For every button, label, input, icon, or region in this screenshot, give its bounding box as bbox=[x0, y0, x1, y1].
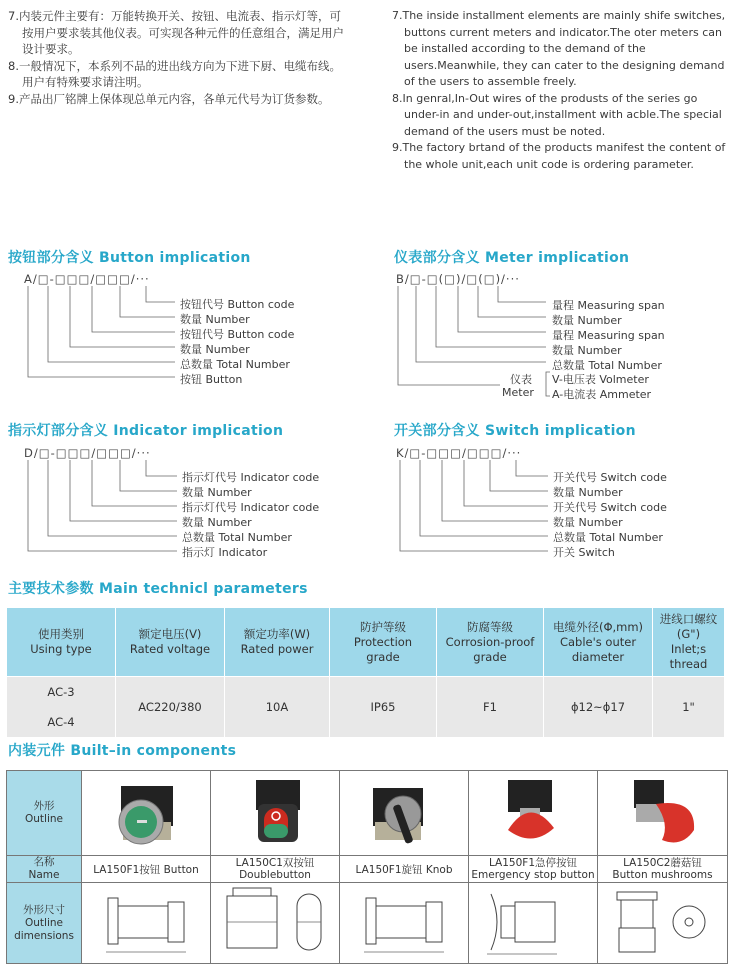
params-header-cable: 电缆外径(Φ,mm) Cable's outer diameter bbox=[544, 608, 653, 677]
indicator-label-3: 指示灯代号 Indicator code bbox=[182, 501, 320, 514]
meter-formula: B/□-□(□)/□(□)/··· bbox=[396, 272, 520, 286]
dims-knob bbox=[340, 883, 469, 964]
meter-label-4: 数量 Number bbox=[552, 344, 622, 357]
indicator-label-5: 总数量 Total Number bbox=[182, 531, 292, 544]
params-header-corrosion: 防腐等级 Corrosion-proof grade bbox=[437, 608, 544, 677]
knob-dimension-drawing bbox=[344, 884, 464, 960]
switch-diagram-lines bbox=[380, 458, 560, 558]
name-button: LA150F1按钮 Button bbox=[82, 856, 211, 883]
outline-row-header: 外形 Outline bbox=[7, 771, 82, 856]
note-cn-9: 9.产品出厂铭牌上保体现总单元内容，各单元代号为订货参数。 bbox=[8, 91, 330, 106]
params-protection: IP65 bbox=[330, 677, 437, 738]
params-header-voltage: 额定电压(V) Rated voltage bbox=[116, 608, 225, 677]
switch-label-5: 总数量 Total Number bbox=[553, 531, 663, 544]
notes-english bbox=[392, 8, 728, 173]
dims-button bbox=[82, 883, 211, 964]
emergency-stop-dimension-drawing bbox=[473, 884, 593, 960]
meter-option-v: V-电压表 Volmeter bbox=[552, 373, 649, 386]
params-row-1 bbox=[7, 677, 725, 708]
components-name-row bbox=[7, 856, 728, 883]
switch-label-4: 数量 Number bbox=[553, 516, 623, 529]
mushroom-photo-icon bbox=[618, 774, 708, 850]
note-cn-8: 8.一般情况下，本系列不品的进出线方向为下进下厨、电缆布线。用户有特殊要求请注明。 bbox=[8, 58, 341, 89]
meter-option-a: A-电流表 Ammeter bbox=[552, 388, 652, 401]
components-dims-row bbox=[7, 883, 728, 964]
outline-mushroom bbox=[598, 771, 728, 856]
components-outline-row bbox=[7, 771, 728, 856]
indicator-label-4: 数量 Number bbox=[182, 516, 252, 529]
note-en-8: 8.In genral,In-Out wires of the produsts of the series go under-in and under-out,installment with acble.The special demand of the users must be noted. bbox=[392, 91, 722, 138]
params-corrosion: F1 bbox=[437, 677, 544, 738]
button-label-4: 数量 Number bbox=[180, 343, 250, 356]
button-label-5: 总数量 Total Number bbox=[180, 358, 290, 371]
params-header-power: 额定功率(W) Rated power bbox=[225, 608, 330, 677]
params-header-row bbox=[7, 608, 725, 677]
button-photo-icon bbox=[101, 774, 191, 850]
meter-label-5: 总数量 Total Number bbox=[552, 359, 662, 372]
indicator-label-2: 数量 Number bbox=[182, 486, 252, 499]
name-mushroom: LA150C2蘑菇钮 Button mushrooms bbox=[598, 856, 728, 883]
params-thread: 1" bbox=[653, 677, 725, 738]
switch-label-3: 开关代号 Switch code bbox=[553, 501, 667, 514]
dims-mushroom bbox=[598, 883, 728, 964]
button-dimension-drawing bbox=[86, 884, 206, 960]
indicator-formula: D/□-□□□/□□□/··· bbox=[24, 446, 151, 460]
doublebutton-dimension-drawing bbox=[215, 884, 335, 960]
params-header-protection: 防护等级 Protection grade bbox=[330, 608, 437, 677]
outline-button bbox=[82, 771, 211, 856]
meter-heading: 仪表部分含义 Meter implication bbox=[394, 250, 630, 266]
indicator-label-1: 指示灯代号 Indicator code bbox=[182, 471, 320, 484]
meter-type-cn: 仪表 bbox=[510, 373, 532, 386]
doublebutton-photo-icon bbox=[230, 774, 320, 850]
knob-photo-icon bbox=[359, 774, 449, 850]
dims-emergency-stop bbox=[469, 883, 598, 964]
note-cn-7: 7.内装元件主要有：万能转换开关、按钮、电流表、指示灯等，可按用户要求装其他仪表。可实现各种元件的任意组合，满足用户设计要求。 bbox=[8, 9, 344, 56]
button-heading: 按钮部分含义 Button implication bbox=[8, 250, 251, 266]
name-knob: LA150F1旋钮 Knob bbox=[340, 856, 469, 883]
mushroom-dimension-drawing bbox=[603, 884, 723, 960]
switch-heading: 开关部分含义 Switch implication bbox=[394, 423, 636, 439]
name-row-header: 名称 Name bbox=[7, 856, 82, 883]
button-label-3: 按钮代号 Button code bbox=[180, 328, 295, 341]
params-header-using-type: 使用类别 Using type bbox=[7, 608, 116, 677]
note-en-7: 7.The inside installment elements are mainly shife switches, buttons current meters and indicator.The oter meters can be installed according to the demand of the users.Meanwhile, they can cater to the designing demand of the users to assemble freely. bbox=[392, 9, 726, 88]
switch-formula: K/□-□□□/□□□/··· bbox=[396, 446, 522, 460]
name-emergency-stop: LA150F1急停按钮 Emergency stop button bbox=[469, 856, 598, 883]
outline-emergency-stop bbox=[469, 771, 598, 856]
button-label-2: 数量 Number bbox=[180, 313, 250, 326]
meter-type-en: Meter bbox=[502, 386, 534, 399]
name-doublebutton: LA150C1双按钮 Doublebutton bbox=[211, 856, 340, 883]
note-en-9: 9.The factory brtand of the products manifest the content of the whole unit,each unit code is ordering parameter. bbox=[392, 141, 726, 171]
switch-label-6: 开关 Switch bbox=[553, 546, 615, 559]
meter-label-1: 量程 Measuring span bbox=[552, 299, 665, 312]
params-using-type-2: AC-4 bbox=[7, 707, 116, 737]
dims-row-header: 外形尺寸 Outline dimensions bbox=[7, 883, 82, 964]
outline-doublebutton bbox=[211, 771, 340, 856]
dims-doublebutton bbox=[211, 883, 340, 964]
button-formula: A/□-□□□/□□□/··· bbox=[24, 272, 150, 286]
components-table bbox=[6, 770, 728, 964]
indicator-heading: 指示灯部分含义 Indicator implication bbox=[8, 423, 284, 439]
outline-knob bbox=[340, 771, 469, 856]
switch-label-1: 开关代号 Switch code bbox=[553, 471, 667, 484]
params-table bbox=[6, 608, 724, 737]
switch-label-2: 数量 Number bbox=[553, 486, 623, 499]
params-power: 10A bbox=[225, 677, 330, 738]
params-cable: ϕ12~ϕ17 bbox=[544, 677, 653, 738]
emergency-stop-photo-icon bbox=[488, 774, 578, 850]
params-heading: 主要技术参数 Main technicl parameters bbox=[8, 581, 308, 597]
notes-chinese bbox=[8, 8, 346, 107]
meter-label-2: 数量 Number bbox=[552, 314, 622, 327]
params-using-type-1: AC-3 bbox=[7, 677, 116, 708]
meter-label-3: 量程 Measuring span bbox=[552, 329, 665, 342]
indicator-label-6: 指示灯 Indicator bbox=[182, 546, 268, 559]
params-voltage: AC220/380 bbox=[116, 677, 225, 738]
params-header-thread: 进线口螺纹(G") Inlet;s thread bbox=[653, 608, 725, 677]
button-label-6: 按钮 Button bbox=[180, 373, 243, 386]
components-heading: 内装元件 Built–in components bbox=[8, 743, 237, 759]
button-label-1: 按钮代号 Button code bbox=[180, 298, 295, 311]
